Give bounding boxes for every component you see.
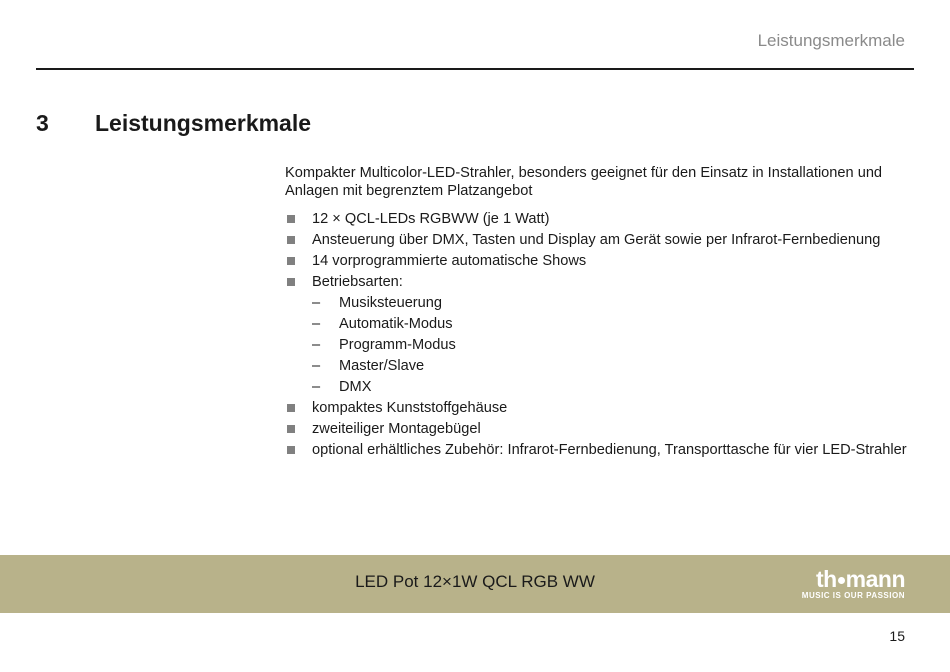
header-rule bbox=[36, 68, 914, 70]
list-item bbox=[285, 210, 910, 228]
chapter-title: Leistungsmerkmale bbox=[95, 110, 312, 136]
sublist-item bbox=[312, 378, 910, 396]
bullet-square-icon bbox=[287, 257, 295, 265]
chapter-heading bbox=[36, 110, 311, 137]
bullet-square-icon bbox=[287, 425, 295, 433]
running-header: Leistungsmerkmale bbox=[757, 31, 905, 50]
bullet-square-icon bbox=[287, 236, 295, 244]
thomann-logo bbox=[802, 567, 905, 601]
bullet-square-icon bbox=[287, 404, 295, 412]
list-item-text: Betriebsarten: bbox=[312, 274, 403, 290]
sublist-item bbox=[312, 336, 910, 354]
modes-sublist bbox=[312, 294, 910, 396]
list-item bbox=[285, 399, 910, 417]
content-body bbox=[285, 164, 910, 462]
bullet-square-icon bbox=[287, 278, 295, 286]
dash-icon: – bbox=[312, 337, 321, 353]
sublist-item-text: Automatik-Modus bbox=[339, 316, 453, 332]
list-item-text: optional erhältliches Zubehör: Infrarot-Fernbedienung, Transporttasche für vier LED-Strahler bbox=[312, 442, 907, 458]
sublist-item bbox=[312, 315, 910, 333]
list-item-text: 12 × QCL-LEDs RGBWW (je 1 Watt) bbox=[312, 211, 550, 227]
list-item-text: zweiteiliger Montagebügel bbox=[312, 421, 481, 437]
footer-product-title: LED Pot 12×1W QCL RGB WW bbox=[355, 572, 595, 591]
logo-wordmark bbox=[802, 567, 905, 591]
list-item bbox=[285, 441, 910, 459]
list-item bbox=[285, 420, 910, 438]
dash-icon: – bbox=[312, 316, 321, 332]
feature-list bbox=[285, 210, 910, 459]
sublist-item bbox=[312, 357, 910, 375]
sublist-item-text: DMX bbox=[339, 379, 372, 395]
dash-icon: – bbox=[312, 358, 321, 374]
footer-band bbox=[0, 555, 950, 613]
sublist-item-text: Master/Slave bbox=[339, 358, 425, 374]
list-item bbox=[285, 273, 910, 396]
sublist-item-text: Musiksteuerung bbox=[339, 295, 443, 311]
list-item bbox=[285, 252, 910, 270]
list-item-text: 14 vorprogrammierte automatische Shows bbox=[312, 253, 587, 269]
bullet-square-icon bbox=[287, 446, 295, 454]
dash-icon: – bbox=[312, 295, 321, 311]
intro-paragraph: Kompakter Multicolor-LED-Strahler, besonders geeignet für den Einsatz in Installationen und Anlagen mit begrenztem Platzangebot bbox=[285, 165, 883, 199]
chapter-number: 3 bbox=[36, 110, 49, 136]
bullet-square-icon bbox=[287, 215, 295, 223]
list-item-text: kompaktes Kunststoffgehäuse bbox=[312, 400, 508, 416]
list-item bbox=[285, 231, 910, 249]
list-item-text: Ansteuerung über DMX, Tasten und Display am Gerät sowie per Infrarot-Fernbedienung bbox=[312, 232, 881, 248]
logo-text-part1: th bbox=[815, 566, 837, 592]
logo-dot-icon bbox=[838, 577, 845, 584]
logo-tagline: MUSIC IS OUR PASSION bbox=[801, 591, 905, 600]
page-number: 15 bbox=[889, 628, 905, 644]
logo-text-part2: mann bbox=[845, 566, 905, 592]
sublist-item-text: Programm-Modus bbox=[339, 337, 456, 353]
sublist-item bbox=[312, 294, 910, 312]
dash-icon: – bbox=[312, 379, 321, 395]
